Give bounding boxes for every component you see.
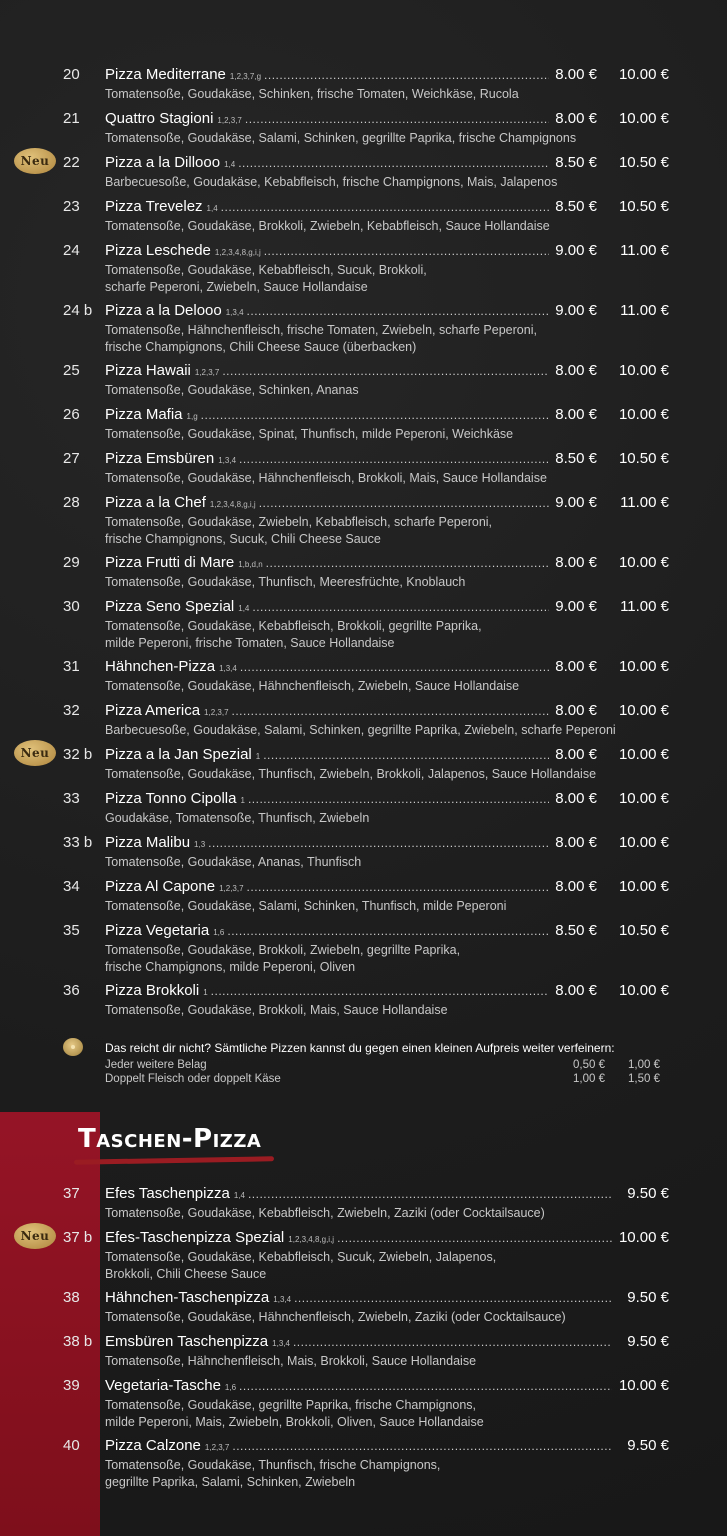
item-name: Efes Taschenpizza [105, 1185, 230, 1202]
description-line: Tomatensoße, Goudakäse, Ananas, Thunfisch [105, 855, 362, 869]
price-large: 10.00 € [618, 406, 669, 423]
price-small: 8.00 € [555, 746, 597, 763]
price-large: 10.00 € [618, 834, 669, 851]
item-name: Hähnchen-Taschenpizza [105, 1289, 270, 1306]
item-name: Pizza Emsbüren [105, 450, 215, 467]
item-number: 32 b [63, 746, 93, 763]
item-name: Vegetaria-Tasche [105, 1377, 221, 1394]
item-number: 36 [63, 982, 80, 999]
item-description [105, 1397, 665, 1431]
dot-leader [294, 1291, 612, 1305]
price-small: 8.50 € [555, 450, 597, 467]
extras-row-price-small: 0,50 € [573, 1059, 605, 1071]
item-line: Pizza a la Delooo 1,3,4 ..... 9.00 € 11.00 € [105, 302, 669, 319]
item-line: Pizza Vegetaria 1,6 ..... 8.50 € 10.50 € [105, 922, 669, 939]
item-number: 38 b [63, 1333, 93, 1350]
price-large: 10.50 € [618, 450, 669, 467]
item-description [105, 262, 665, 296]
item-line: Pizza Frutti di Mare 1,b,d,n ..... 8.00 € 10.00 € [105, 554, 669, 571]
dot-leader [259, 496, 549, 510]
extras-row-label: Jeder weitere Belag [105, 1059, 207, 1071]
price-large: 11.00 € [620, 494, 669, 511]
item-number: 23 [63, 198, 80, 215]
price-large: 11.00 € [620, 242, 669, 259]
item-name: Pizza a la Chef [105, 494, 206, 511]
item-description [105, 382, 665, 399]
item-line: Pizza Seno Spezial 1,4 ..... 9.00 € 11.00 € [105, 598, 669, 615]
dot-leader [252, 600, 549, 614]
dot-leader [222, 364, 549, 378]
extras-headline: Das reicht dir nicht? Sämtliche Pizzen kannst du gegen einen kleinen Aufpreis weiter verfeinern: [105, 1041, 615, 1055]
description-line: Barbecuesoße, Goudakäse, Kebabfleisch, frische Champignons, Mais, Jalapenos [105, 175, 558, 189]
description-line: frische Champignons, Sucuk, Chili Cheese Sauce [105, 532, 381, 546]
new-badge: Neu [14, 740, 56, 766]
dot-leader [264, 244, 549, 258]
extras-row-price-large: 1,50 € [628, 1073, 660, 1085]
description-line: Tomatensoße, Goudakäse, Thunfisch, frische Champignons, [105, 1458, 441, 1472]
item-name: Pizza Trevelez [105, 198, 203, 215]
item-description [105, 618, 665, 652]
dot-leader [221, 200, 549, 214]
item-line: Pizza Mediterrane 1,2,3,7,g ..... 8.00 € 10.00 € [105, 66, 669, 83]
extras-row-price-small: 1,00 € [573, 1073, 605, 1085]
price-small: 9.50 € [627, 1333, 669, 1350]
item-name: Pizza a la Delooo [105, 302, 222, 319]
price-small: 9.00 € [555, 494, 597, 511]
dot-leader [248, 792, 549, 806]
dot-leader [247, 304, 549, 318]
dot-leader [227, 924, 549, 938]
item-name: Pizza a la Dillooo [105, 154, 221, 171]
price-small: 10.00 € [618, 1229, 669, 1246]
item-number: 24 b [63, 302, 93, 319]
description-line: Barbecuesoße, Goudakäse, Salami, Schinken, gegrillte Paprika, Zwiebeln, scharfe Peperoni [105, 723, 616, 737]
item-description [105, 898, 665, 915]
price-large: 10.50 € [618, 198, 669, 215]
dot-leader [247, 880, 549, 894]
item-number: 26 [63, 406, 80, 423]
dot-leader [201, 408, 549, 422]
dot-leader [208, 836, 549, 850]
item-line: Pizza Calzone 1,2,3,7 ..... 9.50 € [105, 1437, 669, 1454]
price-large: 10.50 € [618, 922, 669, 939]
title-underline [74, 1156, 274, 1164]
item-description [105, 942, 665, 976]
price-large: 10.00 € [618, 982, 669, 999]
description-line: Tomatensoße, Goudakäse, Spinat, Thunfisch, milde Peperoni, Weichkäse [105, 427, 514, 441]
description-line: Tomatensoße, Goudakäse, Kebabfleisch, Brokkoli, gegrillte Paprika, [105, 619, 482, 633]
item-description [105, 514, 665, 548]
item-description [105, 1249, 665, 1283]
extras-info [0, 1038, 727, 1098]
item-description [105, 766, 665, 783]
price-large: 10.00 € [618, 554, 669, 571]
new-badge: Neu [14, 148, 56, 174]
item-description [105, 722, 665, 739]
price-large: 10.00 € [618, 878, 669, 895]
item-name: Pizza a la Jan Spezial [105, 746, 252, 763]
description-line: Tomatensoße, Goudakäse, Schinken, Ananas [105, 383, 359, 397]
item-line: Quattro Stagioni 1,2,3,7 ..... 8.00 € 10.00 € [105, 110, 669, 127]
description-line: Tomatensoße, Goudakäse, Kebabfleisch, Sucuk, Zwiebeln, Jalapenos, [105, 1250, 497, 1264]
item-description [105, 1205, 665, 1222]
dot-leader [293, 1335, 612, 1349]
description-line: Tomatensoße, Goudakäse, Hähnchenfleisch, Zwiebeln, Sauce Hollandaise [105, 679, 520, 693]
price-large: 11.00 € [620, 598, 669, 615]
item-name: Pizza Seno Spezial [105, 598, 235, 615]
item-line: Pizza a la Dillooo 1,4 ..... 8.50 € 10.50 € [105, 154, 669, 171]
description-line: Tomatensoße, Goudakäse, Salami, Schinken, gegrillte Paprika, frische Champignons [105, 131, 577, 145]
item-name: Pizza Mafia [105, 406, 183, 423]
price-large: 10.00 € [618, 362, 669, 379]
item-name: Quattro Stagioni [105, 110, 214, 127]
extras-row-label: Doppelt Fleisch oder doppelt Käse [105, 1073, 281, 1085]
price-small: 9.00 € [555, 302, 597, 319]
item-line: Efes Taschenpizza 1,4 ..... 9.50 € [105, 1185, 669, 1202]
price-large: 10.00 € [618, 702, 669, 719]
description-line: Tomatensoße, Goudakäse, Hähnchenfleisch, Zwiebeln, Zaziki (oder Cocktailsauce) [105, 1310, 566, 1324]
section-title-text: Taschen-Pizza [78, 1124, 262, 1154]
item-description [105, 678, 665, 695]
item-number: 30 [63, 598, 80, 615]
item-description [105, 86, 665, 103]
description-line: Tomatensoße, Goudakäse, Schinken, frische Tomaten, Weichkäse, Rucola [105, 87, 519, 101]
item-line: Emsbüren Taschenpizza 1,3,4 ..... 9.50 € [105, 1333, 669, 1350]
dot-leader [239, 452, 549, 466]
dot-leader [245, 112, 549, 126]
item-line: Pizza Hawaii 1,2,3,7 ..... 8.00 € 10.00 € [105, 362, 669, 379]
dot-leader [264, 68, 549, 82]
item-name: Pizza Calzone [105, 1437, 201, 1454]
price-small: 8.00 € [555, 834, 597, 851]
item-number: 21 [63, 110, 80, 127]
dot-leader [240, 660, 549, 674]
item-description [105, 810, 665, 827]
dot-leader [211, 984, 549, 998]
price-small: 9.00 € [555, 242, 597, 259]
dot-leader [238, 156, 549, 170]
item-name: Pizza Vegetaria [105, 922, 210, 939]
item-line: Pizza America 1,2,3,7 ..... 8.00 € 10.00 € [105, 702, 669, 719]
price-small: 8.00 € [555, 554, 597, 571]
price-small: 8.00 € [555, 702, 597, 719]
description-line: Tomatensoße, Goudakäse, Kebabfleisch, Sucuk, Brokkoli, [105, 263, 427, 277]
description-line: Tomatensoße, Goudakäse, gegrillte Paprika, frische Champignons, [105, 1398, 477, 1412]
item-number: 22 [63, 154, 80, 171]
item-line: Hähnchen-Taschenpizza 1,3,4 ..... 9.50 € [105, 1289, 669, 1306]
price-small: 8.00 € [555, 362, 597, 379]
item-line: Pizza Tonno Cipolla 1 ..... 8.00 € 10.00 € [105, 790, 669, 807]
item-number: 33 [63, 790, 80, 807]
item-description [105, 854, 665, 871]
description-line: frische Champignons, milde Peperoni, Oliven [105, 960, 356, 974]
dot-leader [266, 556, 549, 570]
price-large: 10.00 € [618, 658, 669, 675]
description-line: Tomatensoße, Hähnchenfleisch, frische Tomaten, Zwiebeln, scharfe Peperoni, [105, 323, 537, 337]
item-name: Pizza Tonno Cipolla [105, 790, 237, 807]
price-small: 9.50 € [627, 1437, 669, 1454]
price-large: 11.00 € [620, 302, 669, 319]
description-line: Tomatensoße, Goudakäse, Salami, Schinken, Thunfisch, milde Peperoni [105, 899, 507, 913]
item-description [105, 322, 665, 356]
coin-icon [63, 1038, 83, 1056]
item-line: Pizza Trevelez 1,4 ..... 8.50 € 10.50 € [105, 198, 669, 215]
description-line: Tomatensoße, Goudakäse, Thunfisch, Zwiebeln, Brokkoli, Jalapenos, Sauce Hollandaise [105, 767, 597, 781]
description-line: scharfe Peperoni, Zwiebeln, Sauce Hollandaise [105, 280, 368, 294]
extras-row-price-large: 1,00 € [628, 1059, 660, 1071]
price-small: 8.00 € [555, 66, 597, 83]
price-small: 8.00 € [555, 406, 597, 423]
item-number: 40 [63, 1437, 80, 1454]
item-number: 25 [63, 362, 80, 379]
description-line: Tomatensoße, Goudakäse, Hähnchenfleisch, Brokkoli, Mais, Sauce Hollandaise [105, 471, 547, 485]
item-number: 27 [63, 450, 80, 467]
description-line: Tomatensoße, Goudakäse, Kebabfleisch, Zwiebeln, Zaziki (oder Cocktailsauce) [105, 1206, 545, 1220]
dot-leader [337, 1231, 612, 1245]
description-line: Tomatensoße, Hähnchenfleisch, Mais, Brokkoli, Sauce Hollandaise [105, 1354, 477, 1368]
item-line: Pizza Leschede 1,2,3,4,8,g,i,j ..... 9.00 € 11.00 € [105, 242, 669, 259]
description-line: Brokkoli, Chili Cheese Sauce [105, 1267, 267, 1281]
price-small: 8.00 € [555, 878, 597, 895]
item-line: Pizza a la Chef 1,2,3,4,8,g,i,j ..... 9.00 € 11.00 € [105, 494, 669, 511]
item-description [105, 1353, 665, 1370]
item-number: 38 [63, 1289, 80, 1306]
price-small: 9.00 € [555, 598, 597, 615]
dot-leader [263, 748, 549, 762]
item-number: 33 b [63, 834, 93, 851]
item-description [105, 218, 665, 235]
item-name: Pizza Brokkoli [105, 982, 200, 999]
price-small: 8.00 € [555, 790, 597, 807]
item-line: Pizza a la Jan Spezial 1 ..... 8.00 € 10.00 € [105, 746, 669, 763]
price-small: 8.50 € [555, 922, 597, 939]
item-number: 37 b [63, 1229, 93, 1246]
item-description [105, 1457, 665, 1491]
section-red-band [0, 1112, 100, 1536]
item-name: Pizza Frutti di Mare [105, 554, 235, 571]
price-large: 10.00 € [618, 790, 669, 807]
item-description [105, 426, 665, 443]
section-title [78, 1124, 261, 1154]
item-description [105, 130, 665, 147]
description-line: Tomatensoße, Goudakäse, Thunfisch, Meeresfrüchte, Knoblauch [105, 575, 466, 589]
item-description [105, 1309, 665, 1326]
price-large: 10.00 € [618, 110, 669, 127]
item-number: 31 [63, 658, 80, 675]
item-number: 35 [63, 922, 80, 939]
dot-leader [248, 1187, 612, 1201]
item-line: Pizza Brokkoli 1 ..... 8.00 € 10.00 € [105, 982, 669, 999]
item-name: Hähnchen-Pizza [105, 658, 216, 675]
item-line: Vegetaria-Tasche 1,6 ..... 10.00 € [105, 1377, 669, 1394]
item-name: Pizza America [105, 702, 201, 719]
item-number: 39 [63, 1377, 80, 1394]
item-line: Hähnchen-Pizza 1,3,4 ..... 8.00 € 10.00 € [105, 658, 669, 675]
item-name: Pizza Malibu [105, 834, 191, 851]
price-small: 8.00 € [555, 110, 597, 127]
item-number: 34 [63, 878, 80, 895]
item-name: Efes-Taschenpizza Spezial [105, 1229, 285, 1246]
item-description [105, 1002, 665, 1019]
item-name: Emsbüren Taschenpizza [105, 1333, 269, 1350]
item-line: Efes-Taschenpizza Spezial 1,2,3,4,8,g,i,j ..... 10.00 € [105, 1229, 669, 1246]
item-line: Pizza Malibu 1,3 ..... 8.00 € 10.00 € [105, 834, 669, 851]
item-description [105, 174, 665, 191]
item-number: 32 [63, 702, 80, 719]
price-small: 8.50 € [555, 154, 597, 171]
description-line: Tomatensoße, Goudakäse, Brokkoli, Zwiebeln, gegrillte Paprika, [105, 943, 461, 957]
price-small: 8.00 € [555, 982, 597, 999]
item-number: 29 [63, 554, 80, 571]
price-large: 10.00 € [618, 66, 669, 83]
item-number: 20 [63, 66, 80, 83]
item-name: Pizza Mediterrane [105, 66, 226, 83]
description-line: Tomatensoße, Goudakäse, Zwiebeln, Kebabfleisch, scharfe Peperoni, [105, 515, 493, 529]
description-line: milde Peperoni, Mais, Zwiebeln, Brokkoli, Oliven, Sauce Hollandaise [105, 1415, 484, 1429]
price-large: 10.50 € [618, 154, 669, 171]
item-name: Pizza Leschede [105, 242, 211, 259]
item-number: 28 [63, 494, 80, 511]
description-line: Goudakäse, Tomatensoße, Thunfisch, Zwiebeln [105, 811, 370, 825]
dot-leader [232, 1439, 612, 1453]
item-number: 37 [63, 1185, 80, 1202]
dot-leader [232, 704, 549, 718]
item-number: 24 [63, 242, 80, 259]
price-small: 8.00 € [555, 658, 597, 675]
new-badge: Neu [14, 1223, 56, 1249]
price-large: 10.00 € [618, 746, 669, 763]
description-line: Tomatensoße, Goudakäse, Brokkoli, Mais, Sauce Hollandaise [105, 1003, 448, 1017]
price-small: 9.50 € [627, 1289, 669, 1306]
description-line: gegrillte Paprika, Salami, Schinken, Zwiebeln [105, 1475, 356, 1489]
description-line: Tomatensoße, Goudakäse, Brokkoli, Zwiebeln, Kebabfleisch, Sauce Hollandaise [105, 219, 550, 233]
price-small: 8.50 € [555, 198, 597, 215]
item-name: Pizza Al Capone [105, 878, 216, 895]
dot-leader [239, 1379, 612, 1393]
description-line: milde Peperoni, frische Tomaten, Sauce Hollandaise [105, 636, 395, 650]
item-line: Pizza Al Capone 1,2,3,7 ..... 8.00 € 10.00 € [105, 878, 669, 895]
item-line: Pizza Emsbüren 1,3,4 ..... 8.50 € 10.50 € [105, 450, 669, 467]
item-description [105, 470, 665, 487]
description-line: frische Champignons, Chili Cheese Sauce (überbacken) [105, 340, 417, 354]
item-description [105, 574, 665, 591]
item-line: Pizza Mafia 1,g ..... 8.00 € 10.00 € [105, 406, 669, 423]
price-small: 9.50 € [627, 1185, 669, 1202]
item-name: Pizza Hawaii [105, 362, 191, 379]
price-small: 10.00 € [618, 1377, 669, 1394]
